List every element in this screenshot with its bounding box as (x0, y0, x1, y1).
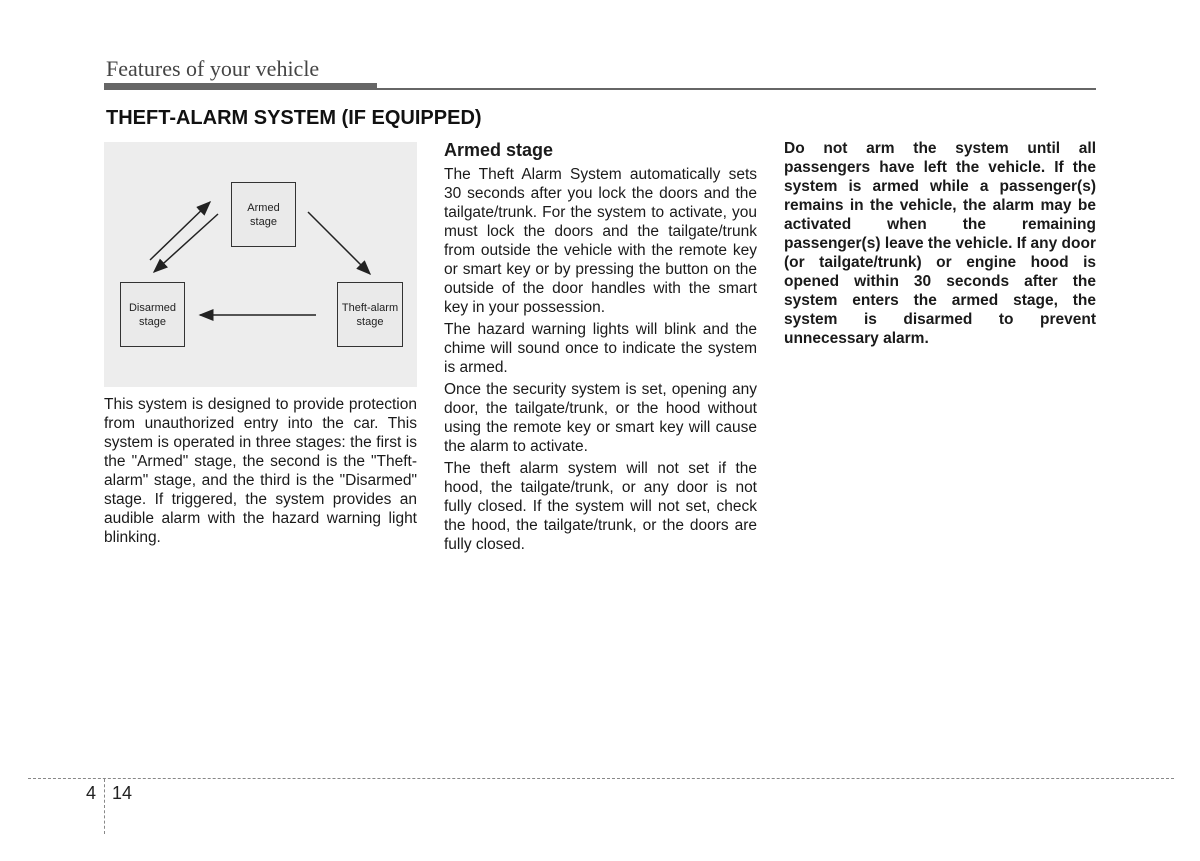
header-rule-thick (104, 83, 377, 90)
diagram-arrows (104, 142, 417, 387)
warning-paragraph: Do not arm the system until all passengers have left the vehicle. If the system is armed while a passenger(s) remains in the vehicle, the alarm may be activated when the remaining passenger(s) leave the vehicle. If any door (or tailgate/trunk) or engine hood is opened within 30 seconds after the system enters the armed stage, the system is disarmed to prevent unnecessary alarm. (784, 140, 1096, 347)
disarmed-stage-box: Disarmed stage (120, 282, 185, 347)
arrow-disarmed-to-armed (150, 202, 210, 260)
armed-stage-box: Armed stage (231, 182, 296, 247)
armed-stage-heading: Armed stage (444, 140, 554, 160)
arrow-armed-to-theft-alarm (308, 212, 370, 274)
footer-dashed-rule (28, 778, 1174, 779)
warning-column (784, 139, 1096, 351)
intro-paragraph: This system is designed to provide protection from unauthorized entry into the car. This system is operated in three stages: the first is the "Armed" stage, the second is the "Theft-alarm" stage, and the third is the "Disarmed" stage. If triggered, the system provides an audible alarm with the hazard warning light blinking. (104, 396, 417, 546)
intro-column (104, 395, 417, 550)
footer-dashed-divider (104, 779, 105, 834)
stage-diagram (104, 142, 417, 387)
chapter-number: 4 (86, 783, 97, 803)
page-number: 14 (112, 783, 133, 803)
section-header: Features of your vehicle (106, 56, 320, 81)
armed-stage-column (444, 140, 757, 557)
theft-alarm-stage-box: Theft-alarm stage (337, 282, 403, 347)
armed-stage-paragraph-2: The hazard warning lights will blink and the chime will sound once to indicate the system is armed. (444, 321, 757, 376)
armed-stage-paragraph-1: The Theft Alarm System automatically sets 30 seconds after you lock the doors and the tailgate/trunk. For the system to activate, you must lock the doors and the tailgate/trunk from outside the vehicle with the remote key or smart key or by pressing the button on the outside of the door handles with the smart key in your possession. (444, 166, 757, 316)
page-title: THEFT-ALARM SYSTEM (IF EQUIPPED) (106, 107, 482, 129)
armed-stage-paragraph-4: The theft alarm system will not set if the hood, the tailgate/trunk, or any door is not fully closed. If the system will not set, check the hood, the tailgate/trunk, or the doors are fully closed. (444, 460, 757, 553)
header-rule-thin (377, 88, 1096, 90)
armed-stage-paragraph-3: Once the security system is set, opening any door, the tailgate/trunk, or the hood without using the remote key or smart key will cause the alarm to activate. (444, 381, 757, 455)
arrow-armed-to-disarmed (154, 214, 218, 272)
